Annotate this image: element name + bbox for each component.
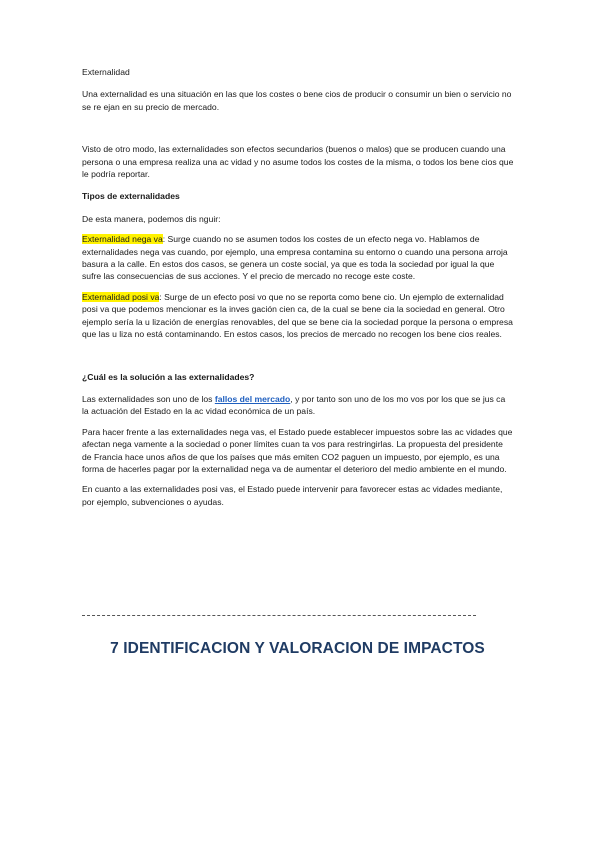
section-heading: 7 IDENTIFICACION Y VALORACION DE IMPACTOS	[110, 640, 485, 657]
negative-externality-label: Externalidad nega va	[82, 234, 163, 245]
definition-paragraph: Una externalidad es una situación en las que los costes o bene cios de producir o consumir un bien o servicio no se re ejan en su precio de mercado.	[82, 89, 512, 112]
solution-paragraph	[82, 393, 514, 418]
document-title: Externalidad	[82, 67, 130, 77]
negative-externality-text: : Surge cuando no se asumen todos los costes de un efecto nega vo. Hablamos de externalidades nega vas cuando, por ejemplo, una empresa contamina su entorno o cuando una persona arroja basura a la calle. En estos dos casos, se genera un coste social, ya que es toda la sociedad por igual la que sufre las consecuencias de sus acciones. Y el precio de mercado no recoge este coste.	[82, 234, 508, 282]
negative-externality-paragraph	[82, 233, 514, 283]
section-divider	[82, 615, 476, 616]
positive-externality-paragraph	[82, 291, 514, 341]
market-failures-link[interactable]: fallos del mercado	[214, 393, 291, 404]
positive-remedy-paragraph: En cuanto a las externalidades posi vas, el Estado puede intervenir para favorecer estas ac vidades mediante, por ejemplo, subvenciones o ayudas.	[82, 484, 503, 507]
distinguish-paragraph: De esta manera, podemos dis nguir:	[82, 213, 221, 224]
explanation-paragraph: Visto de otro modo, las externalidades son efectos secundarios (buenos o malos) que se producen cuando una persona o una empresa realiza una ac vidad y no asume todos los costes de la misma, o todos los bene cios que le podría reportar.	[82, 144, 514, 180]
spacer	[82, 349, 514, 371]
types-heading: Tipos de externalidades	[82, 191, 180, 202]
solution-text-before: Las externalidades son uno de los	[82, 393, 215, 404]
document-body	[82, 66, 514, 516]
solution-heading: ¿Cuál es la solución a las externalidades?	[82, 371, 255, 382]
positive-externality-label: Externalidad posi va	[82, 291, 160, 302]
negative-remedy-paragraph: Para hacer frente a las externalidades nega vas, el Estado puede establecer impuestos sobre las ac vidades que afectan nega vamente a la sociedad o poner límites cuan ta vos para restringirlas. La propuesta del presidente de Francia hace unos años de que los países que más emiten CO2 paguen un impuesto, por ejemplo, es una forma de hacerles pagar por la externalidad nega va de aumentar el deterioro del medio ambiente en el mundo.	[82, 426, 513, 474]
solution-text-after: , y por tanto son uno de los mo vos por los que se jus ca la actuación del Estado en la ac vidad económica de un país.	[82, 393, 506, 417]
positive-externality-text: : Surge de un efecto posi vo que no se reporta como bene cio. Un ejemplo de externalidad posi va que podemos mencionar es la inves gación cien ca, de la cual se bene cia la sociedad en general. Otro ejemplo sería la u lización de energías renovables, del que se bene cia la sociedad porque la persona o empresa que las u liza no está contaminando. En estos casos, los precios de mercado no recogen los bene cios reales.	[82, 291, 513, 340]
